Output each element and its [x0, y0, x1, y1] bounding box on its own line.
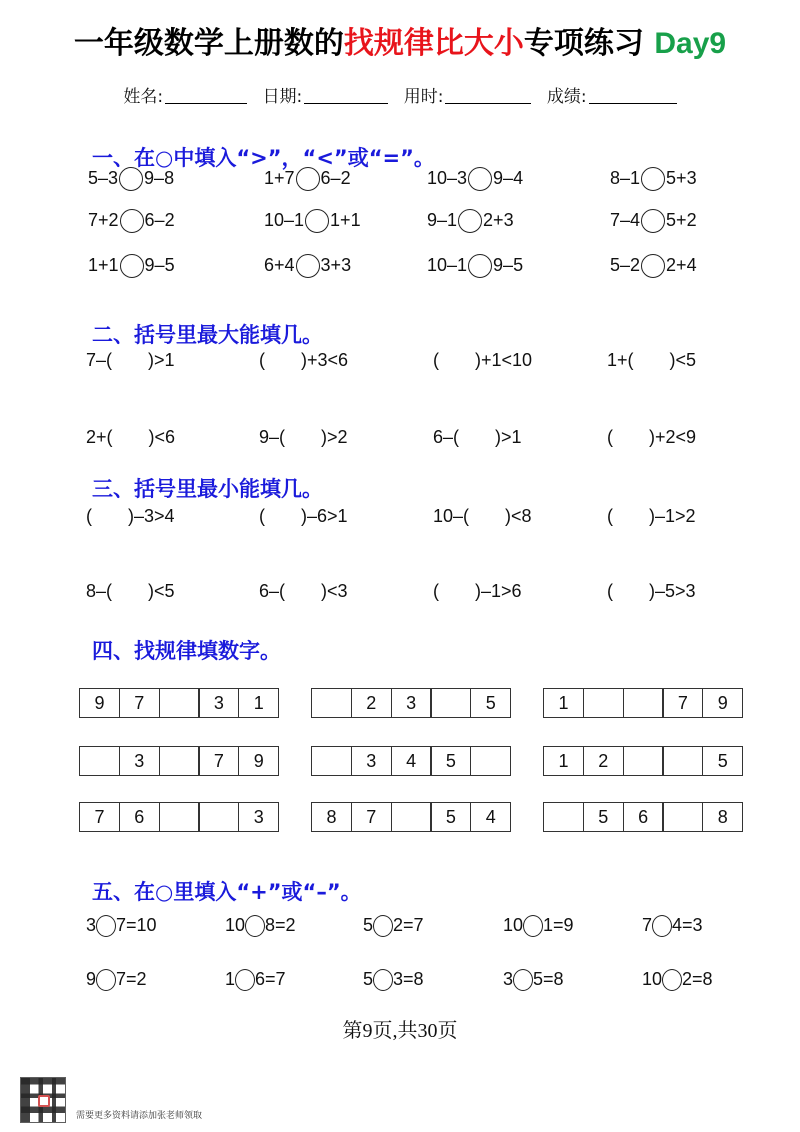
number-cell: 5 — [430, 802, 471, 832]
blank-item — [86, 505, 175, 527]
number-cell: 1 — [238, 688, 279, 718]
comparison-item — [610, 254, 697, 278]
rest-of-equation: 3=8 — [393, 969, 424, 989]
expression-left: ( — [607, 506, 613, 526]
expression-left: ( — [433, 581, 439, 601]
section-1-title: 一、在○中填入“>”，“<”或“=”。 — [92, 146, 435, 170]
empty-cell[interactable] — [583, 688, 624, 718]
rest-of-equation: 7=10 — [116, 915, 157, 935]
expression-right: )>1 — [495, 427, 522, 447]
operator-item — [642, 914, 703, 937]
rest-of-equation: 2=8 — [682, 969, 713, 989]
blank-item — [607, 426, 696, 448]
rest-of-equation: 1=9 — [543, 915, 574, 935]
number-cell: 9 — [702, 688, 743, 718]
right-expression: 5+3 — [666, 168, 697, 188]
first-number: 9 — [86, 969, 97, 989]
operator-circle[interactable] — [523, 915, 543, 937]
expression-left: ( — [86, 506, 92, 526]
blank-item — [259, 580, 348, 602]
blank-item — [259, 505, 348, 527]
left-expression: 1+7 — [264, 168, 295, 188]
comparison-item — [264, 209, 361, 233]
answer-circle[interactable] — [641, 254, 665, 278]
blank-item — [433, 426, 522, 448]
right-expression: 1+1 — [330, 210, 361, 230]
right-expression: 6–2 — [320, 168, 351, 188]
left-expression: 7+2 — [88, 210, 119, 230]
first-number: 10 — [503, 915, 524, 935]
first-number: 3 — [86, 915, 97, 935]
left-expression: 10–1 — [264, 210, 305, 230]
expression-right: )–1>6 — [475, 581, 522, 601]
answer-circle[interactable] — [641, 209, 665, 233]
number-cell: 3 — [238, 802, 279, 832]
rest-of-equation: 5=8 — [533, 969, 564, 989]
number-cell: 7 — [119, 688, 160, 718]
operator-circle[interactable] — [245, 915, 265, 937]
empty-cell[interactable] — [391, 802, 432, 832]
operator-item — [503, 914, 574, 937]
empty-cell[interactable] — [311, 746, 352, 776]
expression-left: 6–( — [433, 427, 460, 447]
rest-of-equation: 8=2 — [265, 915, 296, 935]
operator-circle[interactable] — [96, 915, 116, 937]
answer-circle[interactable] — [468, 254, 492, 278]
number-cell: 7 — [662, 688, 703, 718]
operator-item — [86, 968, 147, 991]
right-expression: 9–8 — [144, 168, 175, 188]
comparison-item — [427, 167, 523, 191]
number-cell: 5 — [470, 688, 511, 718]
page-number: 第9页,共30页 — [342, 1020, 458, 1042]
blank-item — [259, 349, 348, 371]
operator-circle[interactable] — [373, 969, 393, 991]
blank-item — [607, 349, 696, 371]
right-expression: 5+2 — [666, 210, 697, 230]
empty-cell[interactable] — [543, 802, 584, 832]
first-number: 5 — [363, 915, 374, 935]
score-field — [547, 82, 677, 107]
expression-left: 9–( — [259, 427, 286, 447]
number-cell: 3 — [351, 746, 392, 776]
answer-circle[interactable] — [458, 209, 482, 233]
number-cell: 2 — [583, 746, 624, 776]
expression-right: )–1>2 — [649, 506, 696, 526]
empty-cell[interactable] — [623, 746, 664, 776]
expression-right: )>2 — [321, 427, 348, 447]
section-2-title: 二、括号里最大能填几。 — [92, 323, 323, 347]
empty-cell[interactable] — [311, 688, 352, 718]
operator-item — [225, 914, 296, 937]
comparison-item — [610, 209, 697, 233]
operator-circle[interactable] — [235, 969, 255, 991]
right-expression: 2+4 — [666, 255, 697, 275]
pattern-grid — [79, 688, 279, 718]
page-title — [0, 18, 800, 62]
answer-circle[interactable] — [468, 167, 492, 191]
title-part-highlight: 找规律比大小 — [343, 26, 524, 61]
name-field — [123, 82, 247, 107]
pattern-grid — [543, 802, 743, 832]
pattern-grid — [311, 802, 511, 832]
answer-circle[interactable] — [119, 167, 143, 191]
time-field — [404, 82, 532, 107]
pattern-grid — [79, 802, 279, 832]
expression-left: 6–( — [259, 581, 286, 601]
right-expression: 9–4 — [493, 168, 524, 188]
number-cell: 4 — [391, 746, 432, 776]
score-label: 成绩: — [546, 87, 587, 107]
blank-item — [86, 580, 175, 602]
left-expression: 5–2 — [610, 255, 641, 275]
blank-item — [433, 580, 522, 602]
left-expression: 9–1 — [427, 210, 458, 230]
answer-circle[interactable] — [296, 167, 320, 191]
expression-left: 2+( — [86, 427, 113, 447]
expression-left: 10–( — [433, 506, 470, 526]
right-expression: 3+3 — [320, 255, 352, 275]
empty-cell[interactable] — [662, 746, 703, 776]
left-expression: 10–1 — [427, 255, 468, 275]
expression-left: 1+( — [607, 350, 634, 370]
pattern-grid — [79, 746, 279, 776]
qr-avatar — [38, 1095, 50, 1107]
number-cell: 6 — [119, 802, 160, 832]
expression-left: ( — [607, 427, 613, 447]
left-expression: 7–4 — [610, 210, 641, 230]
number-cell: 7 — [351, 802, 392, 832]
expression-left: ( — [259, 350, 265, 370]
number-cell: 3 — [391, 688, 432, 718]
pattern-grid — [543, 746, 743, 776]
blank-item — [259, 426, 348, 448]
pattern-grid — [311, 746, 511, 776]
number-cell: 2 — [351, 688, 392, 718]
operator-item — [363, 968, 424, 991]
expression-right: )+1<10 — [475, 350, 533, 370]
comparison-item — [427, 209, 514, 233]
number-cell: 7 — [198, 746, 239, 776]
expression-left: 8–( — [86, 581, 113, 601]
comparison-item — [88, 209, 175, 233]
operator-item — [363, 914, 424, 937]
number-cell: 1 — [543, 688, 584, 718]
title-part-1: 一年级数学上册数的 — [73, 26, 344, 61]
blank-item — [86, 349, 175, 371]
expression-left: ( — [433, 350, 439, 370]
rest-of-equation: 6=7 — [255, 969, 286, 989]
expression-right: )+2<9 — [649, 427, 697, 447]
operator-circle[interactable] — [96, 969, 116, 991]
number-cell: 5 — [430, 746, 471, 776]
comparison-item — [88, 167, 174, 191]
blank-item — [86, 426, 175, 448]
time-blank[interactable] — [445, 88, 531, 104]
expression-left: 7–( — [86, 350, 113, 370]
operator-circle[interactable] — [513, 969, 533, 991]
operator-item — [642, 968, 713, 991]
answer-circle[interactable] — [641, 167, 665, 191]
answer-circle[interactable] — [305, 209, 329, 233]
qr-caption: 需要更多资料请添加张老师领取 — [76, 1111, 203, 1121]
rest-of-equation: 4=3 — [672, 915, 703, 935]
expression-left: ( — [259, 506, 265, 526]
number-cell: 9 — [79, 688, 120, 718]
name-blank[interactable] — [165, 88, 247, 104]
expression-right: )+3<6 — [301, 350, 349, 370]
empty-cell[interactable] — [623, 688, 664, 718]
right-expression: 9–5 — [493, 255, 524, 275]
score-blank[interactable] — [589, 88, 677, 104]
pattern-grid — [311, 688, 511, 718]
date-label: 日期: — [262, 87, 303, 107]
number-cell: 3 — [119, 746, 160, 776]
pattern-grid — [543, 688, 743, 718]
expression-right: )<5 — [148, 581, 175, 601]
comparison-item — [264, 254, 351, 278]
left-expression: 10–3 — [427, 168, 468, 188]
blank-item — [607, 580, 696, 602]
expression-right: )>1 — [148, 350, 175, 370]
expression-right: )<8 — [505, 506, 532, 526]
number-cell: 6 — [623, 802, 664, 832]
first-number: 3 — [503, 969, 514, 989]
first-number: 1 — [225, 969, 236, 989]
expression-right: )–3>4 — [128, 506, 175, 526]
blank-item — [607, 505, 696, 527]
expression-right: )<3 — [321, 581, 348, 601]
empty-cell[interactable] — [159, 688, 200, 718]
empty-cell[interactable] — [159, 746, 200, 776]
rest-of-equation: 7=2 — [116, 969, 147, 989]
comparison-item — [264, 167, 351, 191]
first-number: 7 — [642, 915, 653, 935]
number-cell: 5 — [583, 802, 624, 832]
answer-circle[interactable] — [120, 209, 144, 233]
title-day-label: Day9 — [654, 27, 727, 60]
empty-cell[interactable] — [662, 802, 703, 832]
first-number: 10 — [642, 969, 663, 989]
date-field — [263, 82, 389, 107]
left-expression: 8–1 — [610, 168, 641, 188]
expression-right: )<6 — [148, 427, 176, 447]
right-expression: 6–2 — [144, 210, 175, 230]
expression-right: )–5>3 — [649, 581, 696, 601]
right-expression: 9–5 — [144, 255, 175, 275]
empty-cell[interactable] — [430, 688, 471, 718]
left-expression: 1+1 — [88, 255, 119, 275]
time-label: 用时: — [403, 87, 444, 107]
expression-left: ( — [607, 581, 613, 601]
number-cell: 9 — [238, 746, 279, 776]
operator-circle[interactable] — [373, 915, 393, 937]
number-cell: 5 — [702, 746, 743, 776]
comparison-item — [610, 167, 697, 191]
empty-cell[interactable] — [79, 746, 120, 776]
operator-circle[interactable] — [662, 969, 682, 991]
operator-circle[interactable] — [652, 915, 672, 937]
expression-right: )<5 — [669, 350, 697, 370]
empty-cell[interactable] — [198, 802, 239, 832]
number-cell: 3 — [198, 688, 239, 718]
operator-item — [225, 968, 286, 991]
operator-item — [503, 968, 564, 991]
date-blank[interactable] — [304, 88, 388, 104]
empty-cell[interactable] — [470, 746, 511, 776]
left-expression: 5–3 — [88, 168, 119, 188]
qr-code-icon — [20, 1077, 66, 1123]
blank-item — [433, 349, 532, 371]
right-expression: 2+3 — [483, 210, 514, 230]
number-cell: 7 — [79, 802, 120, 832]
operator-item — [86, 914, 157, 937]
answer-circle[interactable] — [296, 254, 320, 278]
number-cell: 1 — [543, 746, 584, 776]
number-cell: 4 — [470, 802, 511, 832]
section-5-title: 五、在○里填入“+”或“–”。 — [92, 880, 362, 904]
first-number: 5 — [363, 969, 374, 989]
student-info-line — [0, 82, 800, 107]
name-label: 姓名: — [123, 87, 164, 107]
number-cell: 8 — [702, 802, 743, 832]
first-number: 10 — [225, 915, 246, 935]
expression-right: )–6>1 — [301, 506, 348, 526]
answer-circle[interactable] — [120, 254, 144, 278]
number-cell: 8 — [311, 802, 352, 832]
section-4-title: 四、找规律填数字。 — [92, 639, 281, 663]
comparison-item — [88, 254, 175, 278]
blank-item — [433, 505, 532, 527]
title-part-3: 专项练习 — [523, 26, 655, 61]
empty-cell[interactable] — [159, 802, 200, 832]
left-expression: 6+4 — [264, 255, 295, 275]
comparison-item — [427, 254, 523, 278]
rest-of-equation: 2=7 — [393, 915, 424, 935]
section-3-title: 三、括号里最小能填几。 — [92, 477, 323, 501]
